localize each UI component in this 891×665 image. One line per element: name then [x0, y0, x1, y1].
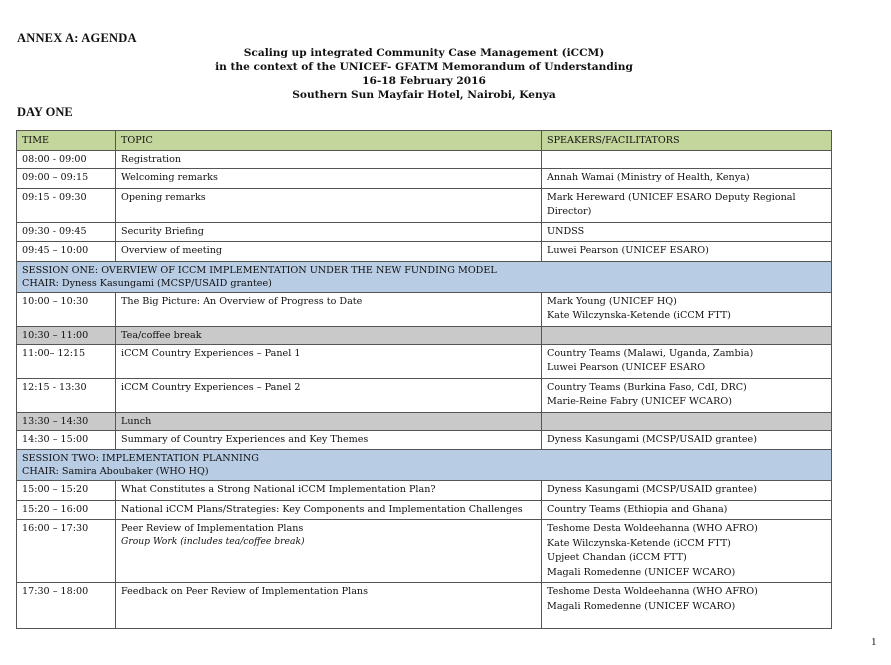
topic-text: Peer Review of Implementation Plans [121, 523, 304, 534]
table-row [17, 169, 832, 189]
speakers-cell [542, 169, 832, 189]
table-header-row [17, 131, 832, 151]
speaker-name: Magali Romedenne (UNICEF WCARO) [547, 566, 736, 578]
column-header-topic: TOPIC [116, 131, 542, 151]
topic-cell [116, 344, 542, 378]
page-number: 1 [871, 636, 877, 648]
topic-cell [116, 378, 542, 412]
time-cell: 09:30 - 09:45 [17, 222, 116, 242]
table-row [17, 344, 832, 378]
topic-cell [116, 412, 542, 430]
speaker-name: Teshome Desta Woldeehanna (WHO AFRO) [547, 586, 758, 597]
topic-cell [116, 188, 542, 222]
speakers-cell [542, 583, 832, 629]
break-row [17, 412, 832, 430]
table-row [17, 188, 832, 222]
topic-cell [116, 583, 542, 629]
topic-cell [116, 326, 542, 344]
speakers-cell [542, 326, 832, 344]
speakers-cell [542, 292, 832, 326]
table-row [17, 242, 832, 262]
time-cell: 09:15 - 09:30 [17, 188, 116, 222]
topic-text: iCCM Country Experiences – Panel 1 [121, 347, 301, 359]
topic-cell [116, 292, 542, 326]
agenda-body [17, 151, 832, 629]
topic-cell [116, 481, 542, 501]
time-cell: 09:00 – 09:15 [17, 169, 116, 189]
topic-text: Summary of Country Experiences and Key Themes [121, 433, 369, 445]
time-cell: 10:30 – 11:00 [17, 326, 116, 344]
speaker-name: Country Teams (Malawi, Uganda, Zambia) [547, 347, 754, 359]
speaker-name: Magali Romedenne (UNICEF WCARO) [547, 600, 736, 612]
time-cell: 12:15 - 13:30 [17, 378, 116, 412]
session-title: SESSION TWO: IMPLEMENTATION PLANNING [22, 453, 259, 464]
session-chair: CHAIR: Samira Aboubaker (WHO HQ) [22, 466, 209, 477]
time-cell: 13:30 – 14:30 [17, 412, 116, 430]
topic-cell [116, 500, 542, 520]
document-header [0, 46, 848, 102]
time-cell: 10:00 – 10:30 [17, 292, 116, 326]
session-header-cell [17, 450, 832, 481]
session-chair: CHAIR: Dyness Kasungami (MCSP/USAID grantee) [22, 277, 272, 289]
time-cell: 08:00 - 09:00 [17, 151, 116, 169]
topic-text: Registration [121, 154, 182, 165]
table-row [17, 430, 832, 450]
speaker-name: Mark Young (UNICEF HQ) [547, 295, 677, 307]
topic-text: Opening remarks [121, 191, 206, 203]
agenda-table [16, 130, 832, 629]
table-row [17, 222, 832, 242]
speaker-name: Kate Wilczynska-Ketende (iCCM FTT) [547, 310, 731, 321]
speaker-name: Dyness Kasungami (MCSP/USAID grantee) [547, 484, 757, 495]
table-row [17, 151, 832, 169]
speakers-cell [542, 430, 832, 450]
column-header-time: TIME [17, 131, 116, 151]
speakers-cell [542, 378, 832, 412]
column-header-speakers: SPEAKERS/FACILITATORS [542, 131, 832, 151]
table-row [17, 520, 832, 583]
table-row [17, 292, 832, 326]
time-cell: 15:20 – 16:00 [17, 500, 116, 520]
speaker-name: UNDSS [547, 225, 585, 237]
speaker-name: Marie-Reine Fabry (UNICEF WCARO) [547, 396, 732, 407]
header-line-3: 16-18 February 2016 [362, 75, 486, 87]
table-row [17, 583, 832, 629]
topic-cell [116, 151, 542, 169]
topic-cell [116, 169, 542, 189]
speakers-cell [542, 481, 832, 501]
speaker-name: Dyness Kasungami (MCSP/USAID grantee) [547, 433, 757, 445]
header-line-4: Southern Sun Mayfair Hotel, Nairobi, Kenya [292, 89, 556, 101]
topic-cell [116, 430, 542, 450]
speakers-cell [542, 242, 832, 262]
time-cell: 17:30 – 18:00 [17, 583, 116, 629]
speaker-name: Country Teams (Ethiopia and Ghana) [547, 503, 728, 515]
speakers-cell [542, 412, 832, 430]
topic-text: Security Briefing [121, 225, 204, 237]
topic-text: Welcoming remarks [121, 172, 218, 183]
annex-title: ANNEX A: AGENDA [17, 31, 137, 45]
speaker-name: Mark Hereward (UNICEF ESARO Deputy Regional Director) [547, 191, 796, 217]
topic-text: Overview of meeting [121, 245, 223, 256]
table-row [17, 481, 832, 501]
speakers-cell [542, 520, 832, 583]
topic-text: The Big Picture: An Overview of Progress to Date [121, 295, 363, 307]
time-cell: 15:00 – 15:20 [17, 481, 116, 501]
speakers-cell [542, 344, 832, 378]
topic-cell [116, 222, 542, 242]
speakers-cell [542, 222, 832, 242]
time-cell: 14:30 – 15:00 [17, 430, 116, 450]
day-title: DAY ONE [17, 105, 73, 119]
speaker-name: Upjeet Chandan (iCCM FTT) [547, 552, 687, 563]
speaker-name: Teshome Desta Woldeehanna (WHO AFRO) [547, 523, 758, 534]
speaker-name: Country Teams (Burkina Faso, CdI, DRC) [547, 381, 747, 393]
topic-text: iCCM Country Experiences – Panel 2 [121, 381, 301, 393]
time-cell: 11:00– 12:15 [17, 344, 116, 378]
speakers-cell [542, 500, 832, 520]
speaker-name: Kate Wilczynska-Ketende (iCCM FTT) [547, 537, 731, 549]
break-row [17, 326, 832, 344]
session-title: SESSION ONE: OVERVIEW OF ICCM IMPLEMENTATION UNDER THE NEW FUNDING MODEL [22, 264, 497, 276]
topic-text: Feedback on Peer Review of Implementation Plans [121, 586, 369, 597]
header-line-1: Scaling up integrated Community Case Management (iCCM) [243, 47, 605, 59]
header-line-2: in the context of the UNICEF- GFATM Memorandum of Understanding [215, 61, 633, 73]
topic-text: Tea/coffee break [121, 329, 202, 341]
speaker-name: Luwei Pearson (UNICEF ESARO) [547, 245, 709, 256]
topic-text: Lunch [121, 415, 152, 427]
speakers-cell [542, 188, 832, 222]
time-cell: 09:45 – 10:00 [17, 242, 116, 262]
topic-text: National iCCM Plans/Strategies: Key Components and Implementation Challenges [121, 503, 523, 515]
topic-cell [116, 242, 542, 262]
table-row [17, 500, 832, 520]
time-cell: 16:00 – 17:30 [17, 520, 116, 583]
session-header-cell [17, 261, 832, 292]
table-row [17, 378, 832, 412]
topic-cell [116, 520, 542, 583]
speakers-cell [542, 151, 832, 169]
speaker-name: Luwei Pearson (UNICEF ESARO [547, 362, 706, 373]
speaker-name: Annah Wamai (Ministry of Health, Kenya) [547, 172, 750, 183]
session-header-row [17, 450, 832, 481]
topic-subtext: Group Work (includes tea/coffee break) [121, 536, 305, 547]
topic-text: What Constitutes a Strong National iCCM Implementation Plan? [121, 484, 436, 495]
session-header-row [17, 261, 832, 292]
